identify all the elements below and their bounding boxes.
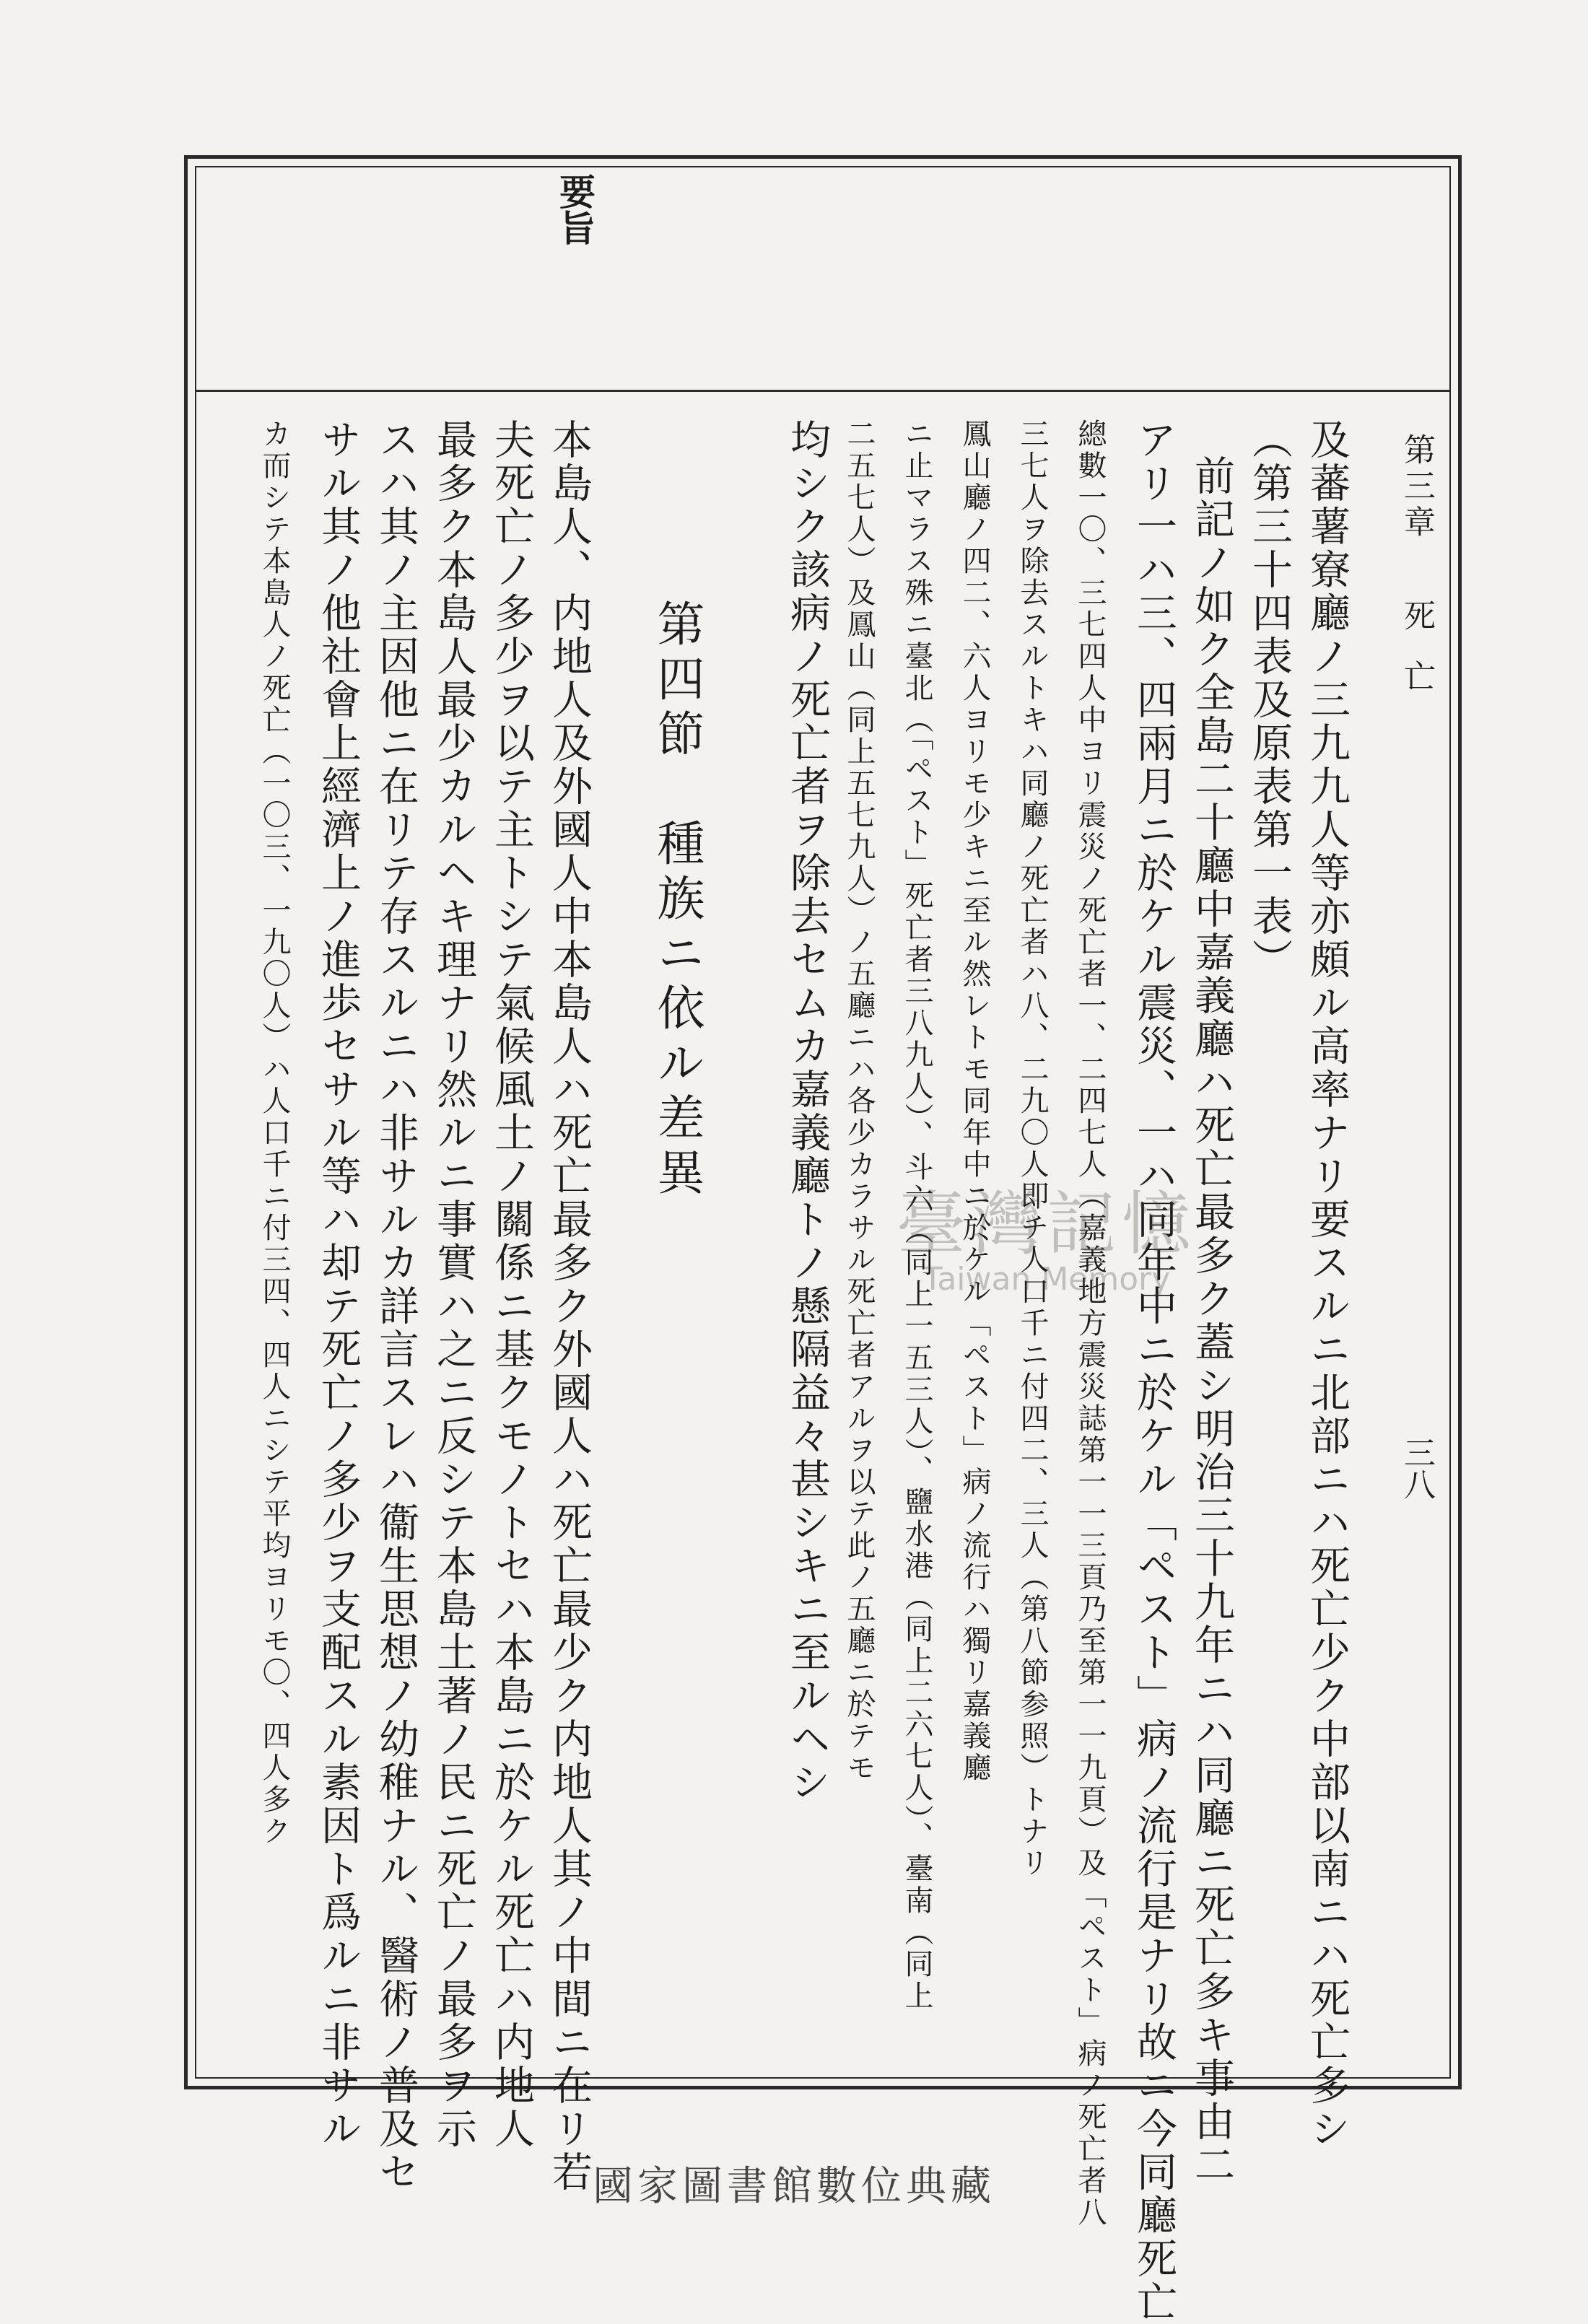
watermark-logo [830, 1169, 1263, 1298]
text-column: カ而シテ本島人ノ死亡（一〇三、一九〇人）ハ人口千ニ付三四、四人ニシテ平均ヨリモ〇、四人多ク [258, 419, 291, 1848]
page-number: 三八 [1398, 1436, 1435, 1500]
text-column: 夫死亡ノ多少ヲ以テ主トシテ氣候風土ノ關係ニ基クモノトセハ本島ニ於ケル死亡ハ内地人 [488, 419, 535, 2151]
text-column: スハ其ノ主因他ニ在リテ存スルニハ非サルカ詳言スレハ衞生思想ノ幼稚ナル、醫術ノ普及セ [372, 419, 419, 2194]
text-column: 最多ク本島人最少カルヘキ理ナリ然ルニ事實ハ之ニ反シテ本島土著ノ民ニ死亡ノ最多ヲ示 [430, 419, 477, 2151]
text-column: 及蕃薯寮廳ノ三九九人等亦頗ル高率ナリ要スルニ北部ニハ死亡少ク中部以南ニハ死亡多シ [1304, 419, 1351, 2151]
watermark-english: Taiwan Memory [922, 1261, 1171, 1298]
text-column: 總數一〇、三七四人中ヨリ震災ノ死亡者一、二四七人（嘉義地方震災誌第一一三頁乃至第一一九頁）及「ペスト」病ノ死亡者八 [1073, 419, 1107, 2229]
text-column: ニ止マラス殊ニ臺北（「ペスト」死亡者三八九人）、斗六（同上一五三人）、鹽水港（同上二六七人）、臺南（同上 [900, 419, 933, 2012]
text-column: アリ一ハ三、四兩月ニ於ケル震災、一ハ同年中ニ於ケル「ペスト」病ノ流行是ナリ故ニ今同廳死亡 [1130, 419, 1177, 2324]
text-column: 三七人ヲ除去スルトキハ同廳ノ死亡者ハ八、二九〇人即チ人口千ニ付四二、三人（第八節参照）トナリ [1016, 419, 1049, 1879]
text-column: 本島人、内地人及外國人中本島人ハ死亡最多ク外國人ハ死亡最少ク内地人其ノ中間ニ在リ若 [546, 419, 593, 2194]
text-column: サル其ノ他社會上經濟上ノ進歩セサル等ハ却テ死亡ノ多少ヲ支配スル素因ト爲ルニ非サル [315, 419, 362, 2151]
summary-label: 要旨 [554, 173, 596, 245]
text-column: 二五七人）及鳳山（同上五七九人）ノ五廳ニハ各少カラサル死亡者アルヲ以テ此ノ五廳ニ於テモ [842, 419, 876, 1784]
text-column: （第三十四表及原表第一表） [1246, 419, 1293, 982]
section-title: 第四節 種族ニ依ル差異 [649, 599, 704, 1202]
text-column: 鳳山廳ノ四二、六人ヨリモ少キニ至ル然レトモ同年中ニ於ケル「ペスト」病ノ流行ハ獨リ嘉義廳 [958, 419, 991, 1784]
chapter-header: 第三章 [1398, 433, 1435, 541]
chapter-title: 死亡 [1398, 599, 1435, 720]
text-column: 前記ノ如ク全島二十廳中嘉義廳ハ死亡最多ク蓋シ明治三十九年ニハ同廳ニ死亡多キ事由二 [1188, 455, 1235, 2187]
summary-divider [195, 390, 1451, 392]
text-column: 均シク該病ノ死亡者ヲ除去セムカ嘉義廳トノ懸隔益々甚シキニ至ルヘシ [784, 419, 831, 1804]
watermark-chinese: 臺灣記憶 [896, 1184, 1197, 1264]
footer-credit: 國家圖書館數位典藏 [593, 2163, 995, 2210]
